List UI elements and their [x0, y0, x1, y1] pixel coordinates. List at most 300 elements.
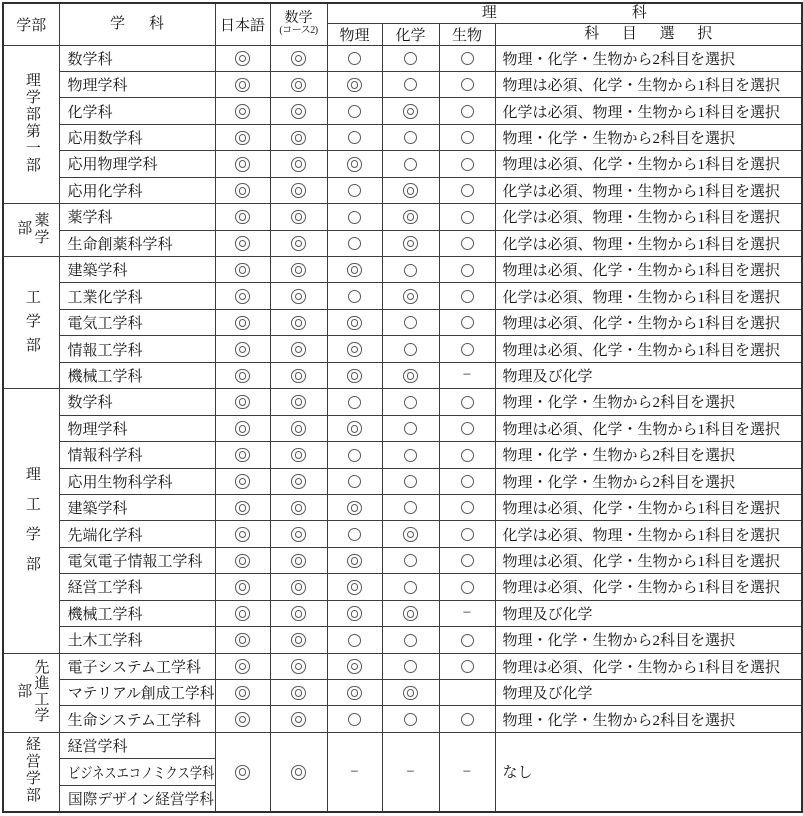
- circle-icon: [461, 634, 474, 647]
- double-circle-inner-ring: [351, 346, 359, 354]
- department-cell: [59, 257, 215, 283]
- department-cell: [59, 389, 215, 415]
- double-circle-inner-ring: [407, 372, 415, 380]
- table-row: [3, 362, 802, 388]
- japanese-cell: [215, 336, 270, 362]
- table-row: [3, 389, 802, 415]
- double-circle-inner-ring: [295, 134, 303, 142]
- circle-icon: [461, 78, 474, 91]
- exam-subjects-table: [2, 2, 803, 813]
- physics-cell: [327, 45, 382, 71]
- physics-cell: [327, 124, 382, 150]
- biology-cell: [439, 309, 495, 335]
- circle-icon: [404, 660, 417, 673]
- table-row: [3, 415, 802, 441]
- chemistry-cell: [382, 151, 439, 177]
- double-circle-inner-ring: [351, 504, 359, 512]
- double-circle-icon: [291, 554, 306, 569]
- biology-cell: [439, 124, 495, 150]
- double-circle-icon: [291, 501, 306, 516]
- selection-cell: [495, 574, 802, 600]
- circle-icon: [404, 475, 417, 488]
- chemistry-cell: [382, 415, 439, 441]
- biology-cell: [439, 653, 495, 679]
- japanese-cell: [215, 521, 270, 547]
- double-circle-icon: [235, 236, 250, 251]
- double-circle-inner-ring: [239, 293, 247, 301]
- math-cell: [270, 45, 327, 71]
- circle-icon: [461, 211, 474, 224]
- department-label: 応用物理学科: [67, 157, 158, 174]
- circle-icon: [461, 475, 474, 488]
- chemistry-cell: [382, 468, 439, 494]
- circle-icon: [404, 581, 417, 594]
- physics-cell: [327, 283, 382, 309]
- circle-icon: [461, 449, 474, 462]
- faculty-label: 理工学部: [23, 465, 40, 586]
- department-cell: [59, 98, 215, 124]
- japanese-cell: [215, 547, 270, 573]
- double-circle-inner-ring: [407, 213, 415, 221]
- chemistry-cell: [382, 45, 439, 71]
- circle-icon: [404, 316, 417, 329]
- double-circle-icon: [235, 501, 250, 516]
- subject-selection-header-label: 科目選択: [584, 26, 713, 42]
- double-circle-inner-ring: [239, 531, 247, 539]
- dash-or-empty-mark: −: [462, 763, 472, 780]
- department-cell: [59, 680, 215, 706]
- double-circle-icon: [235, 554, 250, 569]
- circle-icon: [404, 264, 417, 277]
- circle-icon: [404, 343, 417, 356]
- double-circle-icon: [403, 210, 418, 225]
- double-circle-inner-ring: [295, 478, 303, 486]
- physics-cell: [327, 468, 382, 494]
- math-cell: [270, 706, 327, 732]
- double-circle-inner-ring: [407, 108, 415, 116]
- math-cell: [270, 627, 327, 653]
- chemistry-cell: [382, 71, 439, 97]
- double-circle-icon: [291, 263, 306, 278]
- double-circle-inner-ring: [239, 240, 247, 248]
- double-circle-inner-ring: [295, 213, 303, 221]
- biology-cell: [439, 257, 495, 283]
- double-circle-icon: [291, 448, 306, 463]
- department-label: 情報工学科: [67, 342, 143, 359]
- selection-text: 物理は必須、化学・生物から1科目を選択: [502, 421, 781, 438]
- double-circle-inner-ring: [351, 557, 359, 565]
- double-circle-icon: [347, 554, 362, 569]
- department-label: 電気電子情報工学科: [67, 554, 203, 571]
- double-circle-inner-ring: [407, 689, 415, 697]
- biology-cell: [439, 680, 495, 706]
- department-label: 機械工学科: [67, 606, 143, 623]
- dash-or-empty-mark: −: [462, 367, 472, 384]
- physics-cell: [327, 600, 382, 626]
- double-circle-inner-ring: [295, 425, 303, 433]
- double-circle-inner-ring: [239, 425, 247, 433]
- department-cell: [59, 283, 215, 309]
- double-circle-icon: [235, 633, 250, 648]
- math-cell: [270, 521, 327, 547]
- table-row: [3, 257, 802, 283]
- selection-cell: [495, 653, 802, 679]
- selection-text: なし: [502, 765, 533, 782]
- double-circle-inner-ring: [239, 55, 247, 63]
- double-circle-inner-ring: [239, 768, 247, 776]
- department-label: 土木工学科: [67, 633, 143, 650]
- math-cell: [270, 283, 327, 309]
- biology-column-header: [439, 23, 495, 45]
- selection-text: 物理・化学・生物から2科目を選択: [502, 395, 736, 412]
- circle-icon: [461, 158, 474, 171]
- department-label: ビジネスエコノミクス学科: [67, 765, 214, 782]
- double-circle-icon: [291, 395, 306, 410]
- double-circle-inner-ring: [295, 108, 303, 116]
- dash-or-empty-mark: −: [406, 763, 415, 780]
- circle-icon: [348, 290, 361, 303]
- chemistry-cell: [382, 732, 439, 812]
- japanese-cell: [215, 151, 270, 177]
- double-circle-icon: [235, 580, 250, 595]
- japanese-cell: [215, 309, 270, 335]
- double-circle-inner-ring: [351, 583, 359, 591]
- selection-text: 物理は必須、化学・生物から1科目を選択: [502, 580, 781, 597]
- faculty-cell: [3, 45, 59, 204]
- double-circle-inner-ring: [295, 663, 303, 671]
- table-row: [3, 653, 802, 679]
- selection-cell: [495, 257, 802, 283]
- double-circle-icon: [235, 104, 250, 119]
- faculty-label: 先進工学部: [15, 658, 49, 723]
- circle-icon: [404, 422, 417, 435]
- selection-cell: [495, 336, 802, 362]
- biology-cell: [439, 627, 495, 653]
- japanese-cell: [215, 98, 270, 124]
- double-circle-icon: [347, 342, 362, 357]
- department-cell: [59, 415, 215, 441]
- department-cell: [59, 653, 215, 679]
- double-circle-inner-ring: [239, 266, 247, 274]
- table-row: [3, 494, 802, 520]
- double-circle-icon: [347, 316, 362, 331]
- double-circle-icon: [291, 633, 306, 648]
- circle-icon: [461, 131, 474, 144]
- selection-cell: [495, 151, 802, 177]
- japanese-cell: [215, 653, 270, 679]
- circle-icon: [348, 211, 361, 224]
- table-row: [3, 309, 802, 335]
- japanese-cell: [215, 574, 270, 600]
- double-circle-icon: [235, 712, 250, 727]
- math-cell: [270, 680, 327, 706]
- math-cell: [270, 177, 327, 203]
- chemistry-cell: [382, 547, 439, 573]
- department-label: 建築学科: [67, 501, 128, 518]
- faculty-label: 薬学部: [15, 211, 49, 246]
- double-circle-icon: [347, 580, 362, 595]
- circle-icon: [461, 343, 474, 356]
- selection-cell: [495, 309, 802, 335]
- chemistry-cell: [382, 389, 439, 415]
- chemistry-cell: [382, 574, 439, 600]
- japanese-cell: [215, 204, 270, 230]
- department-label: 応用数学科: [67, 131, 143, 148]
- faculty-cell: [3, 257, 59, 389]
- physics-column-header: [327, 23, 382, 45]
- japanese-cell: [215, 71, 270, 97]
- double-circle-inner-ring: [295, 187, 303, 195]
- department-cell: [59, 468, 215, 494]
- double-circle-inner-ring: [239, 716, 247, 724]
- table-row: [3, 680, 802, 706]
- double-circle-inner-ring: [351, 610, 359, 618]
- selection-cell: [495, 680, 802, 706]
- double-circle-inner-ring: [295, 398, 303, 406]
- math-cell: [270, 494, 327, 520]
- selection-text: 物理は必須、化学・生物から1科目を選択: [502, 263, 781, 280]
- biology-cell: [439, 521, 495, 547]
- department-label: 化学科: [67, 104, 113, 121]
- circle-icon: [404, 554, 417, 567]
- circle-icon: [348, 528, 361, 541]
- physics-cell: [327, 574, 382, 600]
- double-circle-inner-ring: [295, 689, 303, 697]
- math-cell: [270, 442, 327, 468]
- department-cell: [59, 547, 215, 573]
- selection-text: 物理・化学・生物から2科目を選択: [502, 712, 736, 729]
- physics-cell: [327, 362, 382, 388]
- physics-cell: [327, 627, 382, 653]
- physics-cell: [327, 151, 382, 177]
- department-label: 経営学科: [67, 739, 128, 756]
- table-row: [3, 71, 802, 97]
- circle-icon: [348, 396, 361, 409]
- selection-cell: [495, 415, 802, 441]
- double-circle-icon: [291, 210, 306, 225]
- math-cell: [270, 547, 327, 573]
- double-circle-inner-ring: [239, 663, 247, 671]
- selection-text: 化学は必須、物理・生物から1科目を選択: [502, 104, 781, 121]
- japanese-cell: [215, 230, 270, 256]
- double-circle-inner-ring: [295, 504, 303, 512]
- biology-cell: [439, 415, 495, 441]
- chemistry-cell: [382, 336, 439, 362]
- department-cell: [59, 336, 215, 362]
- table-row: [3, 468, 802, 494]
- chemistry-cell: [382, 494, 439, 520]
- biology-cell: [439, 362, 495, 388]
- selection-cell: [495, 627, 802, 653]
- japanese-cell: [215, 680, 270, 706]
- biology-cell: [439, 204, 495, 230]
- physics-cell: [327, 680, 382, 706]
- japanese-cell: [215, 706, 270, 732]
- double-circle-icon: [291, 51, 306, 66]
- physics-cell: [327, 309, 382, 335]
- double-circle-inner-ring: [295, 557, 303, 565]
- science-group-header: [327, 3, 802, 23]
- department-label: 数学科: [67, 51, 113, 68]
- japanese-cell: [215, 494, 270, 520]
- department-cell: [59, 71, 215, 97]
- department-cell: [59, 521, 215, 547]
- double-circle-icon: [291, 712, 306, 727]
- physics-cell: [327, 389, 382, 415]
- chemistry-cell: [382, 309, 439, 335]
- double-circle-icon: [235, 342, 250, 357]
- double-circle-icon: [291, 686, 306, 701]
- math-cell: [270, 124, 327, 150]
- selection-cell: [495, 389, 802, 415]
- double-circle-inner-ring: [239, 134, 247, 142]
- circle-icon: [348, 449, 361, 462]
- circle-icon: [404, 131, 417, 144]
- chemistry-cell: [382, 362, 439, 388]
- department-label: 国際デザイン経営学科: [67, 791, 214, 808]
- biology-cell: [439, 389, 495, 415]
- biology-cell: [439, 574, 495, 600]
- double-circle-inner-ring: [351, 266, 359, 274]
- chemistry-cell: [382, 627, 439, 653]
- department-cell: [59, 230, 215, 256]
- circle-icon: [461, 528, 474, 541]
- department-label: 先端化学科: [67, 527, 143, 544]
- dash-or-empty-mark: −: [350, 763, 359, 780]
- selection-text: 物理は必須、化学・生物から1科目を選択: [502, 659, 781, 676]
- chemistry-cell: [382, 442, 439, 468]
- double-circle-icon: [347, 421, 362, 436]
- chemistry-cell: [382, 600, 439, 626]
- double-circle-inner-ring: [295, 160, 303, 168]
- double-circle-inner-ring: [295, 768, 303, 776]
- department-cell: [59, 706, 215, 732]
- double-circle-inner-ring: [295, 319, 303, 327]
- double-circle-inner-ring: [351, 689, 359, 697]
- department-label: 生命システム工学科: [67, 712, 202, 729]
- double-circle-inner-ring: [239, 187, 247, 195]
- selection-text: 化学は必須、物理・生物から1科目を選択: [502, 183, 781, 200]
- physics-cell: [327, 521, 382, 547]
- math-cell: [270, 151, 327, 177]
- department-label: 工業化学科: [67, 289, 143, 306]
- double-circle-icon: [403, 236, 418, 251]
- math-cell: [270, 362, 327, 388]
- department-cell: [59, 45, 215, 71]
- circle-icon: [461, 184, 474, 197]
- math-cell: [270, 600, 327, 626]
- subject-selection-column-header: [495, 23, 802, 45]
- department-cell: [59, 627, 215, 653]
- selection-text: 物理及び化学: [502, 368, 593, 385]
- header-row-top: [3, 3, 802, 23]
- table-row: [3, 204, 802, 230]
- math-cell: [270, 389, 327, 415]
- table-row: [3, 574, 802, 600]
- department-cell: [59, 151, 215, 177]
- department-label: 経営工学科: [67, 580, 143, 597]
- selection-text: 物理・化学・生物から2科目を選択: [502, 474, 736, 491]
- selection-cell: [495, 600, 802, 626]
- selection-text: 化学は必須、物理・生物から1科目を選択: [502, 210, 781, 227]
- department-column-header: [59, 3, 215, 45]
- japanese-cell: [215, 627, 270, 653]
- selection-cell: [495, 98, 802, 124]
- selection-cell: [495, 230, 802, 256]
- department-cell: [59, 574, 215, 600]
- double-circle-inner-ring: [239, 81, 247, 89]
- chemistry-cell: [382, 124, 439, 150]
- selection-cell: [495, 177, 802, 203]
- double-circle-inner-ring: [239, 372, 247, 380]
- faculty-cell: [3, 653, 59, 732]
- circle-icon: [461, 501, 474, 514]
- table-row: [3, 732, 802, 758]
- math-cell: [270, 336, 327, 362]
- math-cell: [270, 257, 327, 283]
- double-circle-icon: [347, 369, 362, 384]
- circle-icon: [348, 52, 361, 65]
- department-label: 情報科学科: [67, 448, 143, 465]
- physics-cell: [327, 442, 382, 468]
- double-circle-icon: [347, 606, 362, 621]
- double-circle-inner-ring: [351, 372, 359, 380]
- physics-cell: [327, 230, 382, 256]
- department-label: マテリアル創成工学科: [67, 686, 214, 703]
- double-circle-icon: [291, 606, 306, 621]
- biology-cell: [439, 98, 495, 124]
- biology-cell: [439, 732, 495, 812]
- selection-cell: [495, 45, 802, 71]
- double-circle-icon: [235, 263, 250, 278]
- selection-text: 物理及び化学: [502, 686, 593, 703]
- circle-icon: [461, 396, 474, 409]
- chemistry-cell: [382, 283, 439, 309]
- japanese-cell: [215, 442, 270, 468]
- double-circle-icon: [291, 183, 306, 198]
- selection-text: 物理は必須、化学・生物から1科目を選択: [502, 78, 781, 95]
- double-circle-inner-ring: [239, 451, 247, 459]
- japanese-cell: [215, 257, 270, 283]
- double-circle-inner-ring: [295, 55, 303, 63]
- table-row: [3, 627, 802, 653]
- double-circle-icon: [403, 527, 418, 542]
- chemistry-cell: [382, 230, 439, 256]
- double-circle-icon: [291, 659, 306, 674]
- japanese-cell: [215, 283, 270, 309]
- double-circle-inner-ring: [239, 346, 247, 354]
- japanese-cell: [215, 124, 270, 150]
- double-circle-icon: [291, 78, 306, 93]
- double-circle-icon: [291, 316, 306, 331]
- math-cell: [270, 71, 327, 97]
- chemistry-header-label: 化学: [395, 27, 426, 44]
- biology-cell: [439, 494, 495, 520]
- table-header: [3, 3, 802, 45]
- selection-cell: [495, 732, 802, 812]
- double-circle-icon: [403, 104, 418, 119]
- table-row: [3, 230, 802, 256]
- math-cell: [270, 732, 327, 812]
- double-circle-icon: [291, 131, 306, 146]
- physics-cell: [327, 177, 382, 203]
- department-cell: [59, 759, 215, 785]
- selection-text: 化学は必須、物理・生物から1科目を選択: [502, 289, 781, 306]
- selection-text: 化学は必須、物理・生物から1科目を選択: [502, 527, 781, 544]
- faculty-label: 工学部: [23, 288, 40, 361]
- double-circle-icon: [403, 183, 418, 198]
- math-cell: [270, 98, 327, 124]
